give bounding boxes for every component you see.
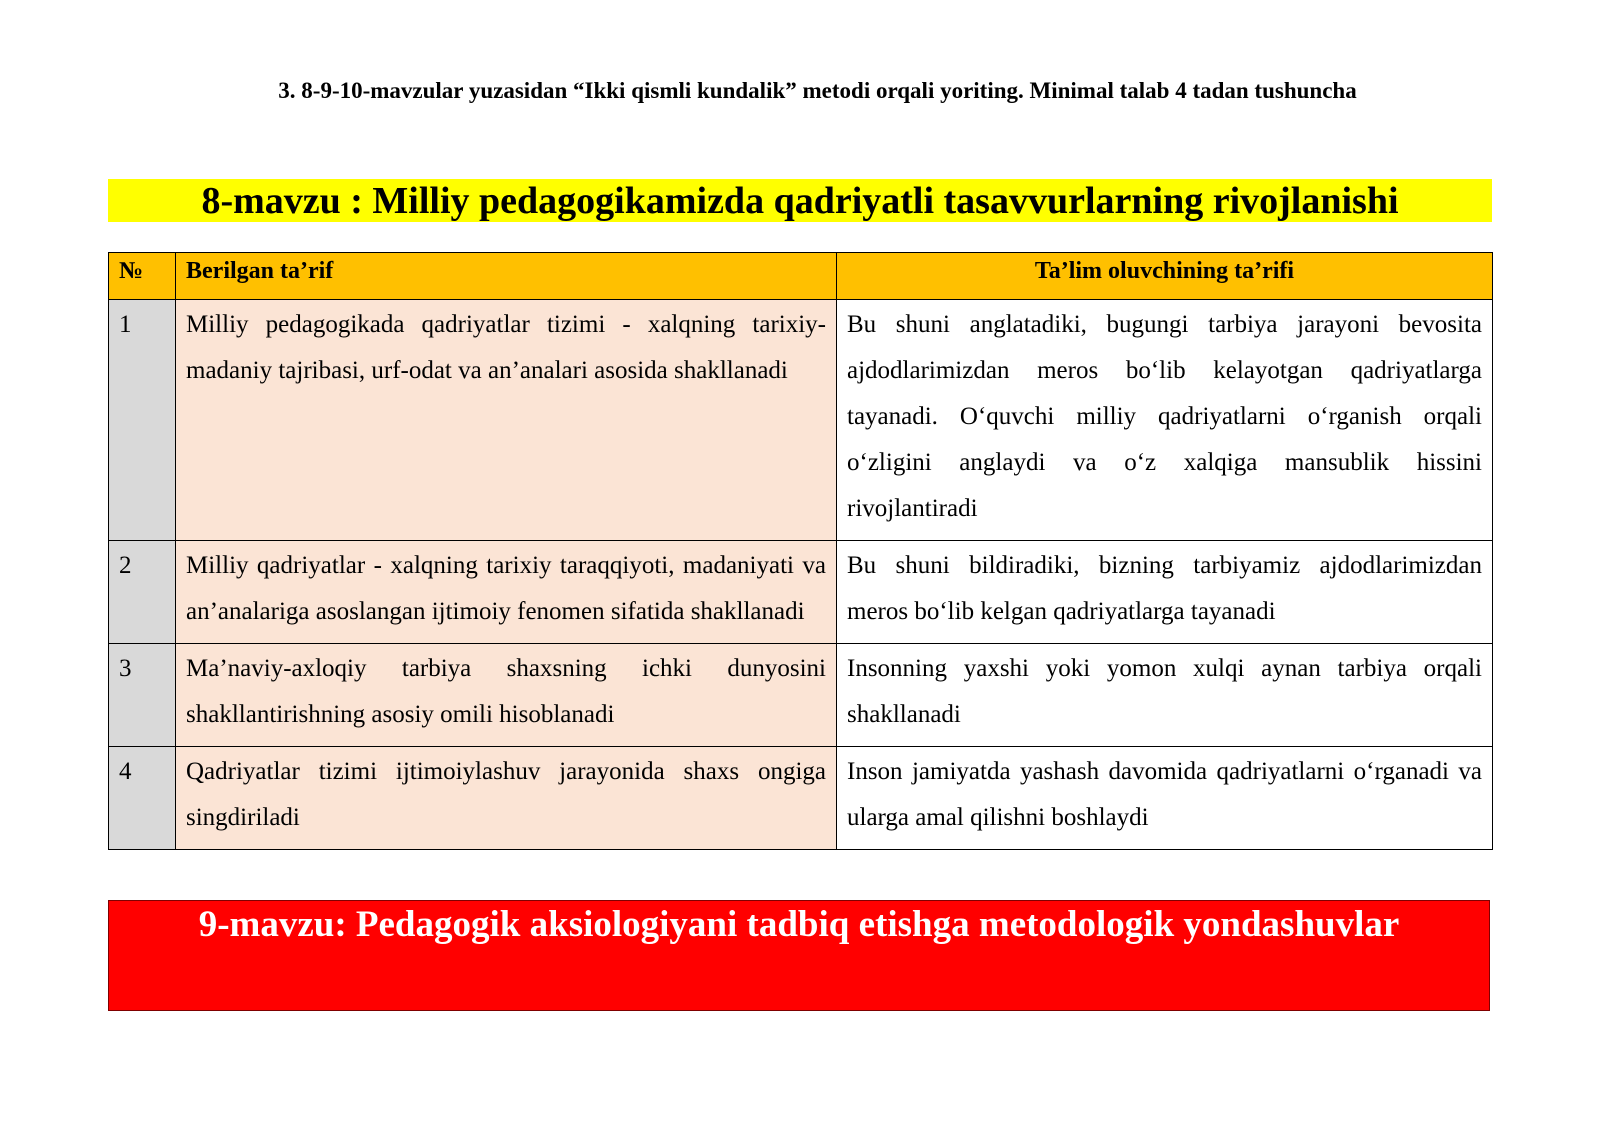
student-definition-cell: Bu shuni anglatadiki, bugungi tarbiya jarayoni bevosita ajdodlarimizdan meros bo‘lib kelayotgan qadriyatlarga tayanadi. O‘quvchi milliy qadriyatlarni o‘rganish orqali o‘zligini anglaydi va o‘z xalqiga mansublik hissini rivojlantiradi	[837, 300, 1493, 541]
assignment-instruction: 3. 8-9-10-mavzular yuzasidan “Ikki qismli kundalik” metodi orqali yoriting. Minimal talab 4 tadan tushuncha	[278, 78, 1357, 103]
header-given-definition: Berilgan ta’rif	[176, 253, 837, 300]
student-definition-cell: Insonning yaxshi yoki yomon xulqi aynan tarbiya orqali shakllanadi	[837, 644, 1493, 747]
table-row	[109, 747, 1493, 850]
table-header-row	[109, 253, 1493, 300]
given-definition-cell: Ma’naviy-axloqiy tarbiya shaxsning ichki dunyosini shakllantirishning asosiy omili hisoblanadi	[176, 644, 837, 747]
table-row	[109, 541, 1493, 644]
given-definition-cell: Qadriyatlar tizimi ijtimoiylashuv jarayonida shaxs ongiga singdiriladi	[176, 747, 837, 850]
given-definition-cell: Milliy pedagogikada qadriyatlar tizimi - xalqning tarixiy-madaniy tajribasi, urf-odat va an’analari asosida shakllanadi	[176, 300, 837, 541]
student-definition-cell: Inson jamiyatda yashash davomida qadriyatlarni o‘rganadi va ularga amal qilishni boshlaydi	[837, 747, 1493, 850]
topic-9-title: 9-mavzu: Pedagogik aksiologiyani tadbiq etishga metodologik yondashuvlar	[108, 900, 1490, 1011]
row-number: 4	[109, 747, 176, 850]
header-student-definition: Ta’lim oluvchining ta’rifi	[837, 253, 1493, 300]
topic-8-title: 8-mavzu : Milliy pedagogikamizda qadriyatli tasavvurlarning rivojlanishi	[108, 179, 1492, 222]
given-definition-cell: Milliy qadriyatlar - xalqning tarixiy taraqqiyoti, madaniyati va an’analariga asoslangan ijtimoiy fenomen sifatida shakllanadi	[176, 541, 837, 644]
table-row	[109, 300, 1493, 541]
table-row	[109, 644, 1493, 747]
row-number: 1	[109, 300, 176, 541]
two-part-diary-table	[108, 252, 1493, 850]
row-number: 2	[109, 541, 176, 644]
row-number: 3	[109, 644, 176, 747]
student-definition-cell: Bu shuni bildiradiki, bizning tarbiyamiz ajdodlarimizdan meros bo‘lib kelgan qadriyatlarga tayanadi	[837, 541, 1493, 644]
header-number: №	[109, 253, 176, 300]
